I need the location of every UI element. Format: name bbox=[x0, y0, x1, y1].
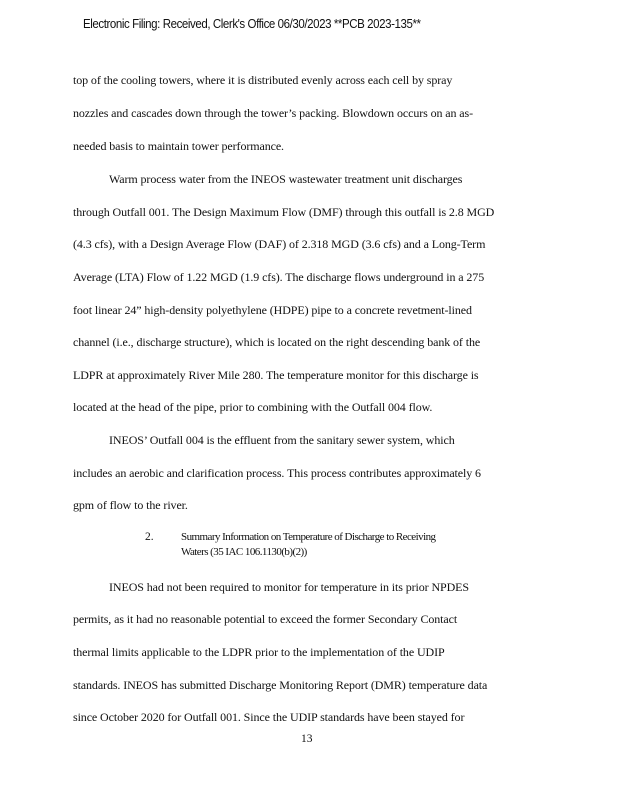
body-line: thermal limits applicable to the LDPR prior to the implementation of the UDIP bbox=[73, 645, 445, 659]
body-line: nozzles and cascades down through the tower’s packing. Blowdown occurs on an as- bbox=[73, 106, 474, 120]
paragraph-first-line: INEOS had not been required to monitor for temperature in its prior NPDES bbox=[109, 580, 469, 594]
body-line: channel (i.e., discharge structure), which is located on the right descending bank of the bbox=[73, 335, 481, 349]
section-heading-line-2: Waters (35 IAC 106.1130(b)(2)) bbox=[181, 546, 307, 558]
body-line: standards. INEOS has submitted Discharge Monitoring Report (DMR) temperature data bbox=[73, 678, 488, 692]
body-line: permits, as it had no reasonable potential to exceed the former Secondary Contact bbox=[73, 612, 458, 626]
body-line: foot linear 24” high-density polyethylene (HDPE) pipe to a concrete revetment-lined bbox=[73, 303, 472, 317]
body-line: gpm of flow to the river. bbox=[73, 498, 188, 512]
body-line: (4.3 cfs), with a Design Average Flow (DAF) of 2.318 MGD (3.6 cfs) and a Long-Term bbox=[73, 237, 486, 251]
paragraph-first-line: INEOS’ Outfall 004 is the effluent from the sanitary sewer system, which bbox=[109, 433, 455, 447]
body-line: located at the head of the pipe, prior to combining with the Outfall 004 flow. bbox=[73, 400, 433, 414]
page-number: 13 bbox=[301, 733, 313, 745]
body-line: top of the cooling towers, where it is distributed evenly across each cell by spray bbox=[73, 73, 453, 87]
section-heading-line-1: Summary Information on Temperature of Discharge to Receiving bbox=[181, 531, 436, 543]
paragraph-first-line: Warm process water from the INEOS wastewater treatment unit discharges bbox=[109, 172, 463, 186]
section-number: 2. bbox=[145, 531, 154, 543]
filing-stamp-header: Electronic Filing: Received, Clerk's Office 06/30/2023 **PCB 2023-135** bbox=[83, 17, 421, 31]
body-line: Average (LTA) Flow of 1.22 MGD (1.9 cfs). The discharge flows underground in a 275 bbox=[73, 270, 485, 284]
body-line: through Outfall 001. The Design Maximum Flow (DMF) through this outfall is 2.8 MGD bbox=[73, 205, 495, 219]
body-line: since October 2020 for Outfall 001. Since the UDIP standards have been stayed for bbox=[73, 710, 465, 724]
body-line: needed basis to maintain tower performance. bbox=[73, 139, 284, 153]
body-line: includes an aerobic and clarification process. This process contributes approximately 6 bbox=[73, 466, 481, 480]
body-line: LDPR at approximately River Mile 280. The temperature monitor for this discharge is bbox=[73, 368, 479, 382]
